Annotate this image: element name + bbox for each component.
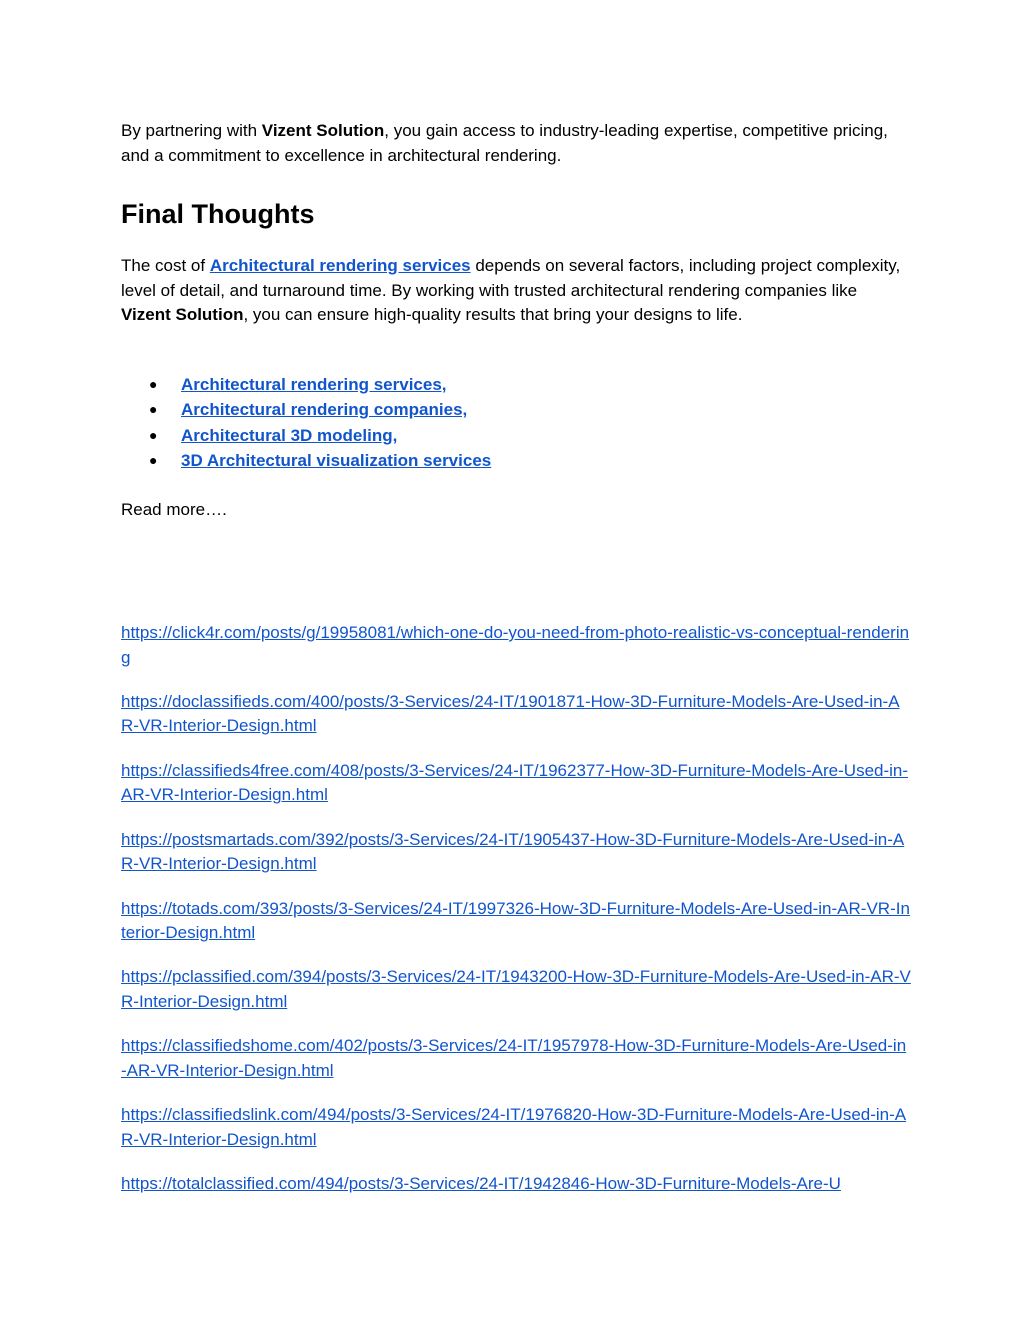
bullet-link-3d-modeling[interactable]: Architectural 3D modeling, (181, 425, 398, 445)
inline-services-link[interactable]: Architectural rendering services (209, 256, 471, 275)
bullet-dot-icon: ● (149, 401, 158, 418)
bullet-dot-icon: ● (149, 426, 158, 443)
bullet-link-visualization-services[interactable]: 3D Architectural visualization services (181, 451, 492, 471)
intro-text-after: , you gain access to industry-leading expertise, competitive pricing, and a commitment to excellence in architectural rendering. (121, 121, 888, 165)
intro-paragraph (121, 119, 906, 168)
intro-text-before: By partnering with (121, 121, 262, 140)
body-text-before: The cost of (121, 256, 210, 275)
bullet-dot-icon: ● (149, 452, 158, 469)
url-link[interactable]: https://postsmartads.com/392/posts/3-Services/24-IT/1905437-How-3D-Furniture-Models-Are-Used-in-AR-VR-Interior-Design.html (121, 829, 905, 874)
url-link[interactable]: https://classifiedshome.com/402/posts/3-Services/24-IT/1957978-How-3D-Furniture-Models-Are-Used-in-AR-VR-Interior-Design.html (121, 1036, 907, 1080)
bullet-dot-icon: ● (149, 376, 158, 392)
bullet-link-rendering-companies[interactable]: Architectural rendering companies, (181, 400, 468, 420)
body-paragraph (121, 254, 906, 328)
url-link[interactable]: https://totalclassified.com/494/posts/3-Services/24-IT/1942846-How-3D-Furniture-Models-Are-U (121, 1174, 841, 1193)
url-link[interactable]: https://doclassifieds.com/400/posts/3-Services/24-IT/1901871-How-3D-Furniture-Models-Are-Used-in-AR-VR-Interior-Design.html (121, 691, 900, 736)
url-link[interactable]: https://click4r.com/posts/g/19958081/which-one-do-you-need-from-photo-realistic-vs-conceptual-rendering (121, 623, 910, 667)
url-link[interactable]: https://pclassified.com/394/posts/3-Services/24-IT/1943200-How-3D-Furniture-Models-Are-Used-in-AR-VR-Interior-Design.html (121, 967, 911, 1011)
section-heading: Final Thoughts (121, 199, 315, 229)
body-text-middle: depends on several factors, including project complexity, level of detail, and turnaround time. By working with trusted architectural rendering companies like (121, 256, 901, 300)
intro-brand-name: Vizent Solution (261, 121, 385, 140)
read-more-text: Read more…. (121, 500, 227, 519)
bullet-link-rendering-services[interactable]: Architectural rendering services, (181, 375, 447, 394)
body-brand-name: Vizent Solution (121, 305, 244, 325)
url-link[interactable]: https://classifieds4free.com/408/posts/3-Services/24-IT/1962377-How-3D-Furniture-Models-Are-Used-in-AR-VR-Interior-Design.html (121, 760, 909, 805)
url-link[interactable]: https://classifiedslink.com/494/posts/3-Services/24-IT/1976820-How-3D-Furniture-Models-Are-Used-in-AR-VR-Interior-Design.html (121, 1105, 907, 1149)
url-list (121, 621, 911, 1216)
body-text-after: , you can ensure high-quality results that bring your designs to life. (243, 305, 743, 325)
url-link[interactable]: https://totads.com/393/posts/3-Services/24-IT/1997326-How-3D-Furniture-Models-Are-Used-in-AR-VR-Interior-Design.html (121, 898, 910, 943)
